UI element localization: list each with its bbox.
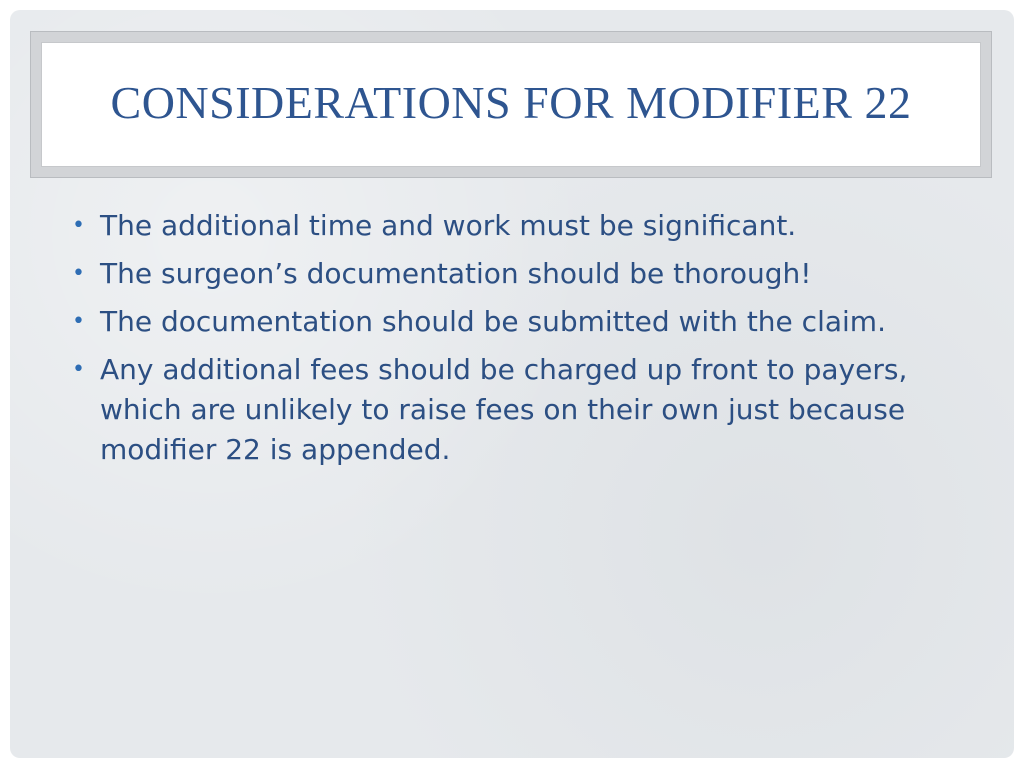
bullet-text: The documentation should be submitted with the claim. bbox=[100, 305, 886, 338]
bullet-icon: • bbox=[72, 309, 85, 334]
bullet-item bbox=[72, 302, 972, 342]
bullet-item bbox=[72, 350, 972, 470]
bullet-icon: • bbox=[72, 261, 85, 286]
title-frame bbox=[30, 31, 992, 178]
bullet-item bbox=[72, 206, 972, 246]
bullet-list bbox=[72, 206, 972, 470]
bullet-icon: • bbox=[72, 213, 85, 238]
bullet-text: The additional time and work must be significant. bbox=[100, 209, 797, 242]
bullet-item bbox=[72, 254, 972, 294]
bullet-icon: • bbox=[72, 357, 85, 382]
slide bbox=[10, 10, 1014, 758]
bullet-text: The surgeon’s documentation should be thorough! bbox=[100, 257, 812, 290]
title-box bbox=[41, 42, 981, 167]
slide-title: CONSIDERATIONS FOR MODIFIER 22 bbox=[110, 77, 912, 128]
slide-body bbox=[72, 206, 972, 478]
bullet-text: Any additional fees should be charged up front to payers, which are unlikely to raise fees on their own just because modifier 22 is appended. bbox=[100, 353, 908, 466]
